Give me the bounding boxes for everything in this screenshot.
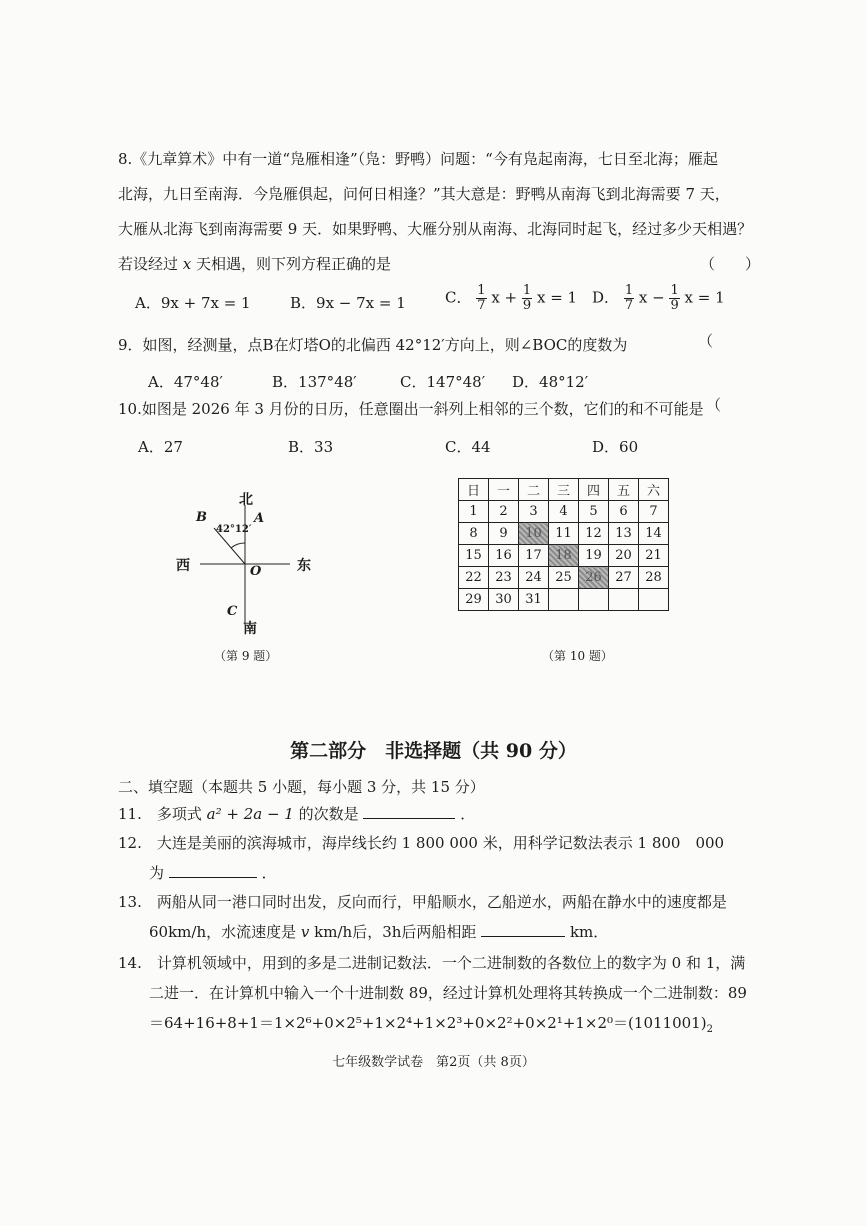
fill-in-section-title: 二、填空题（本题共 5 小题，每小题 3 分，共 15 分） [118, 778, 485, 796]
calendar-day-cell: 3 [519, 501, 549, 523]
q8-option-b: B．9x − 7x = 1 [290, 294, 406, 312]
calendar-day-cell [579, 589, 609, 611]
calendar-day-cell: 11 [549, 523, 579, 545]
fraction-1-9: $\frac{1}{9}$ [522, 283, 532, 313]
part-two-heading: 第二部分 非选择题（共 90 分） [290, 740, 577, 762]
q8-option-c [445, 284, 577, 313]
calendar-header-cell: 二 [519, 479, 549, 501]
q12-line1: 12. 大连是美丽的滨海城市，海岸线长约 1 800 000 米，用科学记数法表示 1 800 000 [118, 834, 725, 852]
q11-end: ． [460, 805, 476, 823]
q13-line2-mid: km/h后，3h后两船相距 [314, 923, 477, 941]
q11-text [118, 803, 475, 824]
calendar-header-row [459, 479, 669, 501]
point-o-label: O [250, 564, 262, 579]
q8-option-d-label: D． [592, 288, 620, 307]
calendar-week-row [459, 567, 669, 589]
calendar-day-cell: 21 [639, 545, 669, 567]
q10-option-c: C．44 [445, 438, 491, 456]
q13-line1: 13. 两船从同一港口同时出发，反向而行，甲船顺水，乙船逆水，两船在静水中的速度都是 [118, 893, 727, 911]
q9-option-c: C．147°48′ [400, 373, 486, 391]
calendar-header-cell: 六 [639, 479, 669, 501]
calendar-day-cell: 23 [489, 567, 519, 589]
calendar-day-cell [549, 589, 579, 611]
calendar-day-cell: 22 [459, 567, 489, 589]
north-label: 北 [239, 492, 253, 508]
q8-line4 [118, 253, 391, 274]
calendar-header-cell: 五 [609, 479, 639, 501]
calendar-day-cell-highlighted: 18 [549, 545, 579, 567]
calendar-table [458, 478, 669, 611]
q13-line2 [149, 921, 608, 942]
q8-answer-paren: （ ） [700, 255, 761, 273]
q8-option-c-mid: x + [491, 288, 518, 307]
q8-option-c-label: C． [445, 288, 472, 307]
q8-line4-pre: 若设经过 [118, 255, 179, 273]
q8-line1: 8.《九章算术》中有一道“凫雁相逢”（凫：野鸭）问题：“今有凫起南海，七日至北海；雁起 [118, 150, 718, 168]
q13-variable: v [300, 923, 310, 941]
answer-blank [363, 804, 455, 819]
angle-label: 42°12′ [216, 524, 252, 535]
point-a-label: A [254, 511, 265, 526]
q14-line2: 二进一．在计算机中输入一个十进制数 89，经过计算机处理将其转换成一个二进制数：89 [149, 984, 747, 1002]
calendar-header-cell: 日 [459, 479, 489, 501]
q9-option-d: D．48°12′ [512, 373, 589, 391]
calendar-day-cell-highlighted: 10 [519, 523, 549, 545]
point-c-label: C [227, 604, 238, 619]
calendar-day-cell: 31 [519, 589, 549, 611]
q8-line3: 大雁从北海飞到南海需要 9 天．如果野鸭、大雁分别从南海、北海同时起飞，经过多少天相遇？ [118, 220, 753, 238]
east-label: 东 [297, 558, 311, 574]
q10-answer-paren: （ [706, 396, 722, 414]
page-footer: 七年级数学试卷 第2页（共 8页） [332, 1055, 535, 1070]
calendar-day-cell: 13 [609, 523, 639, 545]
point-b-label: B [196, 510, 207, 525]
calendar-day-cell: 4 [549, 501, 579, 523]
calendar-day-cell: 1 [459, 501, 489, 523]
q8-line2: 北海，九日至南海．今凫雁俱起，问何日相逢？”其大意是：野鸭从南海飞到北海需要 7 天， [118, 185, 730, 203]
q14-line1: 14. 计算机领域中，用到的多是二进制记数法．一个二进制数的各数位上的数字为 0 和 1，满 [118, 954, 746, 972]
calendar-day-cell: 30 [489, 589, 519, 611]
figure-10-caption: （第 10 题） [542, 649, 613, 663]
calendar-day-cell: 8 [459, 523, 489, 545]
calendar-day-cell: 19 [579, 545, 609, 567]
calendar-day-cell: 29 [459, 589, 489, 611]
west-label: 西 [176, 558, 190, 574]
calendar-day-cell: 15 [459, 545, 489, 567]
fraction-1-7: $\frac{1}{7}$ [624, 283, 634, 313]
q9-text: 9．如图，经测量，点B在灯塔O的北偏西 42°12′方向上，则∠BOC的度数为 [118, 336, 628, 354]
figure-9-caption: （第 9 题） [214, 649, 278, 663]
q8-option-d [592, 284, 725, 313]
calendar-day-cell: 25 [549, 567, 579, 589]
calendar-header-cell: 四 [579, 479, 609, 501]
fraction-1-9: $\frac{1}{9}$ [670, 283, 679, 313]
q14-line3-text: ＝64+16+8+1＝1×2⁶+0×2⁵+1×2⁴+1×2³+0×2²+0×2¹+1×2⁰＝(1011001) [149, 1014, 707, 1032]
calendar-week-row [459, 501, 669, 523]
q10-text: 10.如图是 2026 年 3 月份的日历，任意圈出一斜列上相邻的三个数，它们的和不可能是 [118, 400, 704, 418]
q11-post: 的次数是 [298, 805, 359, 823]
q9-option-b: B．137°48′ [272, 373, 357, 391]
calendar-day-cell: 16 [489, 545, 519, 567]
q8-variable: x [182, 255, 192, 273]
fraction-1-7: $\frac{1}{7}$ [477, 283, 486, 313]
q9-option-a: A．47°48′ [148, 373, 223, 391]
answer-blank [169, 863, 257, 878]
q11-expression: a² + 2a − 1 [206, 805, 294, 823]
calendar-day-cell: 24 [519, 567, 549, 589]
calendar-day-cell: 17 [519, 545, 549, 567]
calendar-week-row [459, 545, 669, 567]
q10-option-a: A．27 [138, 438, 183, 456]
q10-option-b: B．33 [288, 438, 334, 456]
calendar-week-row [459, 589, 669, 611]
calendar-day-cell [609, 589, 639, 611]
calendar-day-cell-highlighted: 26 [579, 567, 609, 589]
q10-option-d: D．60 [592, 438, 639, 456]
calendar-day-cell: 2 [489, 501, 519, 523]
calendar-day-cell: 28 [639, 567, 669, 589]
q13-line2-end: km． [569, 923, 609, 941]
q8-option-c-end: x = 1 [536, 288, 578, 307]
q8-option-a: A．9x + 7x = 1 [135, 294, 251, 312]
calendar-day-cell: 27 [609, 567, 639, 589]
calendar-day-cell: 6 [609, 501, 639, 523]
answer-blank [481, 922, 565, 937]
q12-line2-text: 为 [149, 864, 165, 882]
calendar-day-cell: 12 [579, 523, 609, 545]
calendar-header-cell: 一 [489, 479, 519, 501]
q13-line2-pre: 60km/h，水流速度是 [149, 923, 297, 941]
q12-line2 [149, 862, 277, 883]
calendar-day-cell: 9 [489, 523, 519, 545]
calendar-day-cell: 5 [579, 501, 609, 523]
q8-option-d-end: x = 1 [684, 288, 725, 307]
q8-line4-post: 天相遇，则下列方程正确的是 [196, 255, 392, 273]
q8-option-d-mid: x − [638, 288, 665, 307]
calendar-day-cell [639, 589, 669, 611]
q12-end: ． [261, 864, 277, 882]
q14-base-subscript: 2 [706, 1024, 713, 1035]
q9-answer-paren: （ [698, 332, 714, 350]
calendar-day-cell: 7 [639, 501, 669, 523]
calendar-day-cell: 14 [639, 523, 669, 545]
q11-pre: 11. 多项式 [118, 805, 202, 823]
south-label: 南 [243, 621, 257, 637]
calendar-week-row [459, 523, 669, 545]
q14-line3 [149, 1012, 713, 1035]
calendar-day-cell: 20 [609, 545, 639, 567]
angle-arc [231, 543, 245, 548]
calendar-header-cell: 三 [549, 479, 579, 501]
